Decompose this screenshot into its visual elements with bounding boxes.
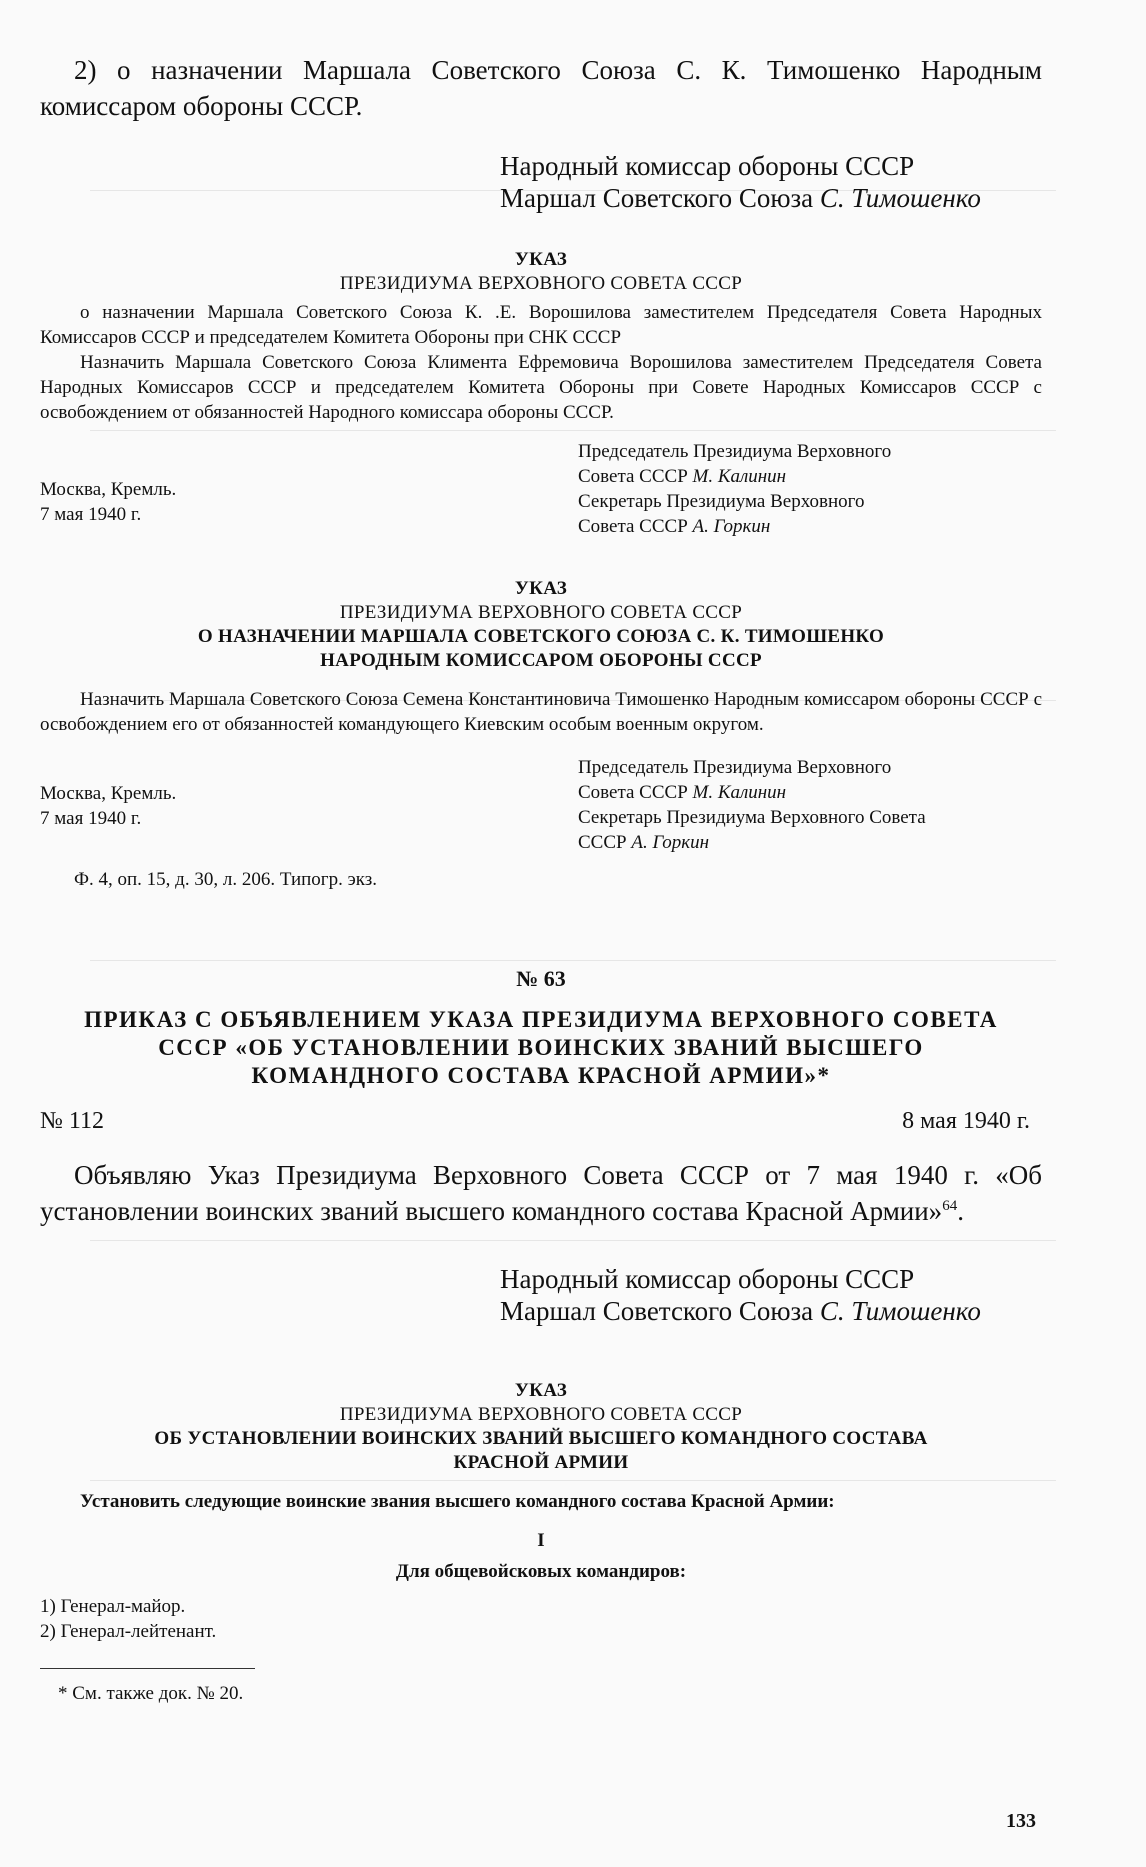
signer-rank: Маршал Советского Союза С. Тимошенко [500, 183, 981, 213]
footnote-divider [40, 1668, 255, 1669]
ukaz3-title-line2: КРАСНОЙ АРМИИ [453, 1452, 629, 1473]
chair-line: Совета СССР М. Калинин [578, 782, 787, 803]
date: 7 мая 1940 г. [40, 808, 142, 829]
signer-rank: Маршал Советского Союза С. Тимошенко [500, 1296, 981, 1326]
archive-reference: Ф. 4, оп. 15, д. 30, л. 206. Типогр. экз. [74, 869, 377, 890]
ukaz1-issuer: ПРЕЗИДИУМА ВЕРХОВНОГО СОВЕТА СССР [339, 273, 743, 294]
rank-list [40, 1594, 1042, 1644]
item-2-paragraph: 2) о назначении Маршала Советского Союза С. К. Тимошенко Народным комиссаром обороны СССР. [40, 55, 1042, 121]
place: Москва, Кремль. [40, 783, 177, 804]
ukaz3-title-line1: ОБ УСТАНОВЛЕНИИ ВОИНСКИХ ЗВАНИЙ ВЫСШЕГО КОМАНДНОГО СОСТАВА [154, 1428, 928, 1449]
secretary-title: Секретарь Президиума Верховного [578, 491, 865, 512]
ukaz1-subject: о назначении Маршала Советского Союза К. .Е. Ворошилова заместителем Председателя Совета Народных Комиссаров СССР и председателем Комитета Обороны при СНК СССР [40, 302, 1042, 348]
document-page [40, 52, 1042, 1705]
ukaz2-signatures [40, 755, 1042, 855]
secretary-line: СССР А. Горкин [578, 832, 710, 853]
endnote-ref: 64 [942, 1198, 958, 1214]
ukaz2-label: УКАЗ [514, 578, 568, 599]
rank-item: 1) Генерал-майор. [40, 1596, 186, 1617]
section-title: Для общевойсковых командиров: [395, 1561, 687, 1582]
chair-name: М. Калинин [692, 466, 787, 487]
document-number: № 63 [516, 966, 566, 991]
secretary-title: Секретарь Президиума Верховного Совета [578, 807, 926, 828]
chair-title: Председатель Президиума Верховного [578, 757, 892, 778]
prikaz-title [40, 1006, 1042, 1090]
ukaz2-issuer: ПРЕЗИДИУМА ВЕРХОВНОГО СОВЕТА СССР [339, 602, 743, 623]
order-date: 8 мая 1940 г. [902, 1108, 1030, 1134]
chair-line: Совета СССР М. Калинин [578, 466, 787, 487]
signer-name: С. Тимошенко [819, 1296, 981, 1326]
secretary-line: Совета СССР А. Горкин [578, 516, 771, 537]
prikaz-title-line3: КОМАНДНОГО СОСТАВА КРАСНОЙ АРМИИ»* [251, 1063, 831, 1088]
ukaz3-issuer: ПРЕЗИДИУМА ВЕРХОВНОГО СОВЕТА СССР [339, 1404, 743, 1425]
ukaz1-body: Назначить Маршала Советского Союза Климента Ефремовича Ворошилова заместителем Председателя Совета Народных Комиссаров СССР и председателем Комитета Обороны при Совете Народных Комиссаров СССР с освобождением от обязанностей Народного комиссара обороны СССР. [40, 352, 1042, 423]
ukaz2-title-line2: НАРОДНЫМ КОМИССАРОМ ОБОРОНЫ СССР [320, 650, 762, 671]
ukaz2-title-line1: О НАЗНАЧЕНИИ МАРШАЛА СОВЕТСКОГО СОЮЗА С. К. ТИМОШЕНКО [197, 626, 885, 647]
chair-title: Председатель Президиума Верховного [578, 441, 892, 462]
order-number-date [40, 1108, 1042, 1135]
rank-item: 2) Генерал-лейтенант. [40, 1621, 217, 1642]
ukaz2-body: Назначить Маршала Советского Союза Семена Константиновича Тимошенко Народным комиссаром обороны СССР с освобождением его от обязанностей командующего Киевским особым военным округом. [40, 689, 1042, 735]
signature-timoshenko-2 [500, 1263, 1042, 1327]
footnote: * См. также док. № 20. [58, 1683, 244, 1704]
ukaz1-label: УКАЗ [514, 249, 568, 270]
signer-title: Народный комиссар обороны СССР [500, 1264, 915, 1294]
order-number: № 112 [40, 1108, 105, 1134]
ukaz3-intro: Установить следующие воинские звания высшего командного состава Красной Армии: [80, 1491, 835, 1512]
chair-name: М. Калинин [692, 782, 787, 803]
secretary-name: А. Горкин [692, 516, 771, 537]
section-number: I [537, 1530, 545, 1551]
secretary-name: А. Горкин [631, 832, 710, 853]
prikaz-title-line1: ПРИКАЗ С ОБЪЯВЛЕНИЕМ УКАЗА ПРЕЗИДИУМА ВЕРХОВНОГО СОВЕТА [84, 1007, 998, 1032]
place: Москва, Кремль. [40, 479, 177, 500]
signature-timoshenko-1 [500, 150, 1042, 214]
signer-title: Народный комиссар обороны СССР [500, 151, 915, 181]
date: 7 мая 1940 г. [40, 504, 142, 525]
ukaz1-signatures [40, 439, 1042, 539]
page-number: 133 [1006, 1810, 1036, 1832]
signer-name: С. Тимошенко [819, 183, 981, 213]
ukaz3-label: УКАЗ [514, 1380, 568, 1401]
order-body: Объявляю Указ Президиума Верховного Совета СССР от 7 мая 1940 г. «Об установлении воинских званий высшего командного состава Красной Армии»$^{64}$. [40, 1160, 1042, 1226]
prikaz-title-line2: СССР «ОБ УСТАНОВЛЕНИИ ВОИНСКИХ ЗВАНИЙ ВЫСШЕГО [158, 1035, 924, 1060]
